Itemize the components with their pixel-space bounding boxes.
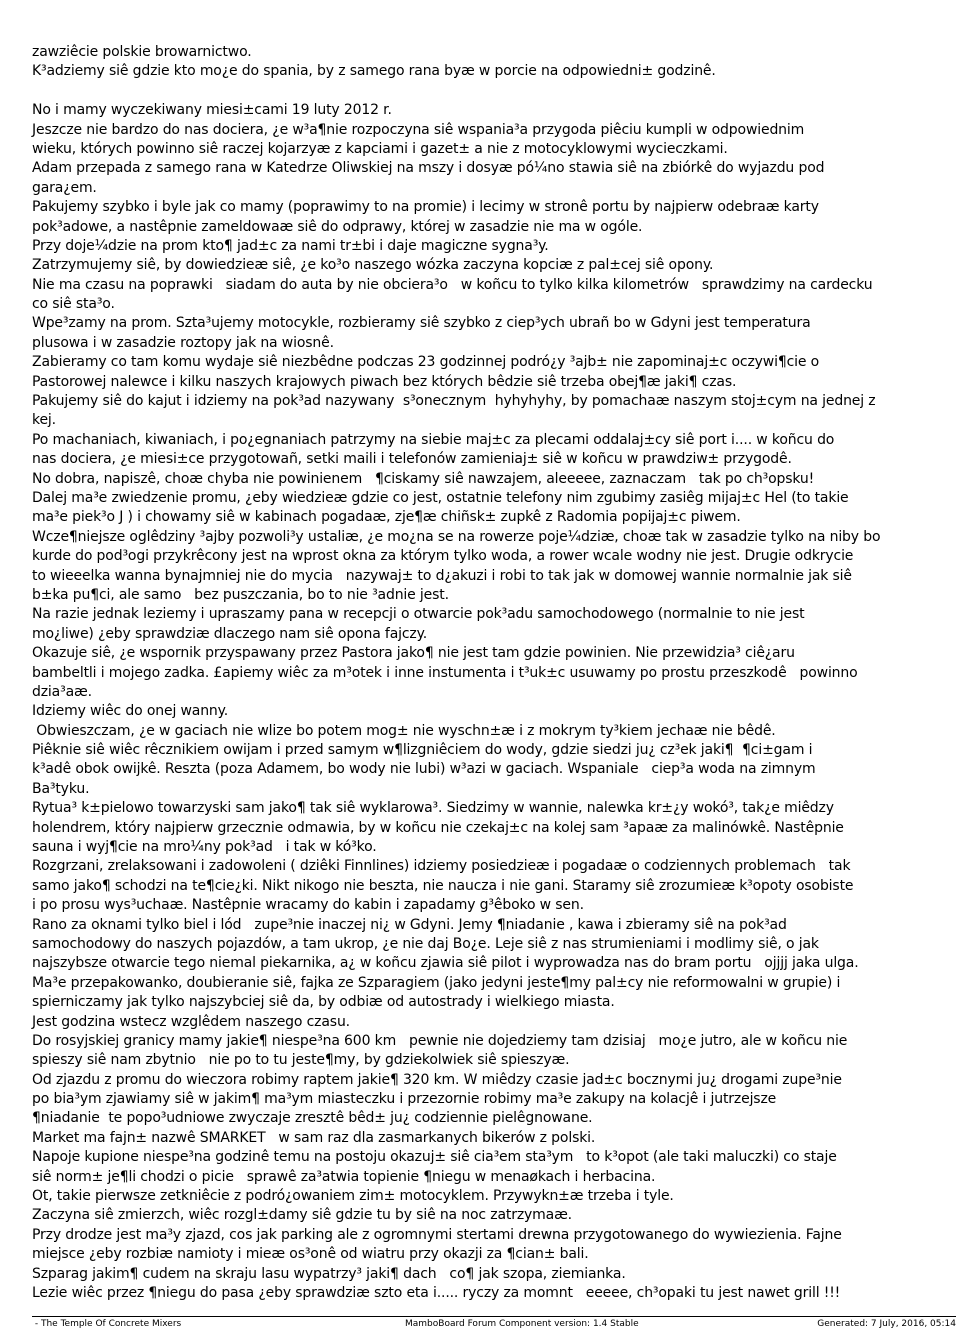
text-line: spieszy siê nam zbytnio nie po to tu jeste¶my, by gdziekolwiek siê spieszyæ. (32, 1052, 570, 1069)
text-line: Na razie jednak leziemy i upraszamy pana w recepcji o otwarcie pok³adu samochodowego (normalnie to nie jest (32, 606, 805, 623)
text-line: b±ka pu¶ci, ale samo bez puszczania, bo to nie ³adnie jest. (32, 586, 449, 603)
footer-divider (32, 1316, 956, 1317)
text-line: co siê sta³o. (32, 296, 115, 313)
paragraph (32, 43, 958, 82)
text-line: Szparag jakim¶ cudem na skraju lasu wypatrzy³ jaki¶ dach co¶ jak szopa, ziemianka. (32, 1265, 626, 1282)
paragraph (32, 314, 958, 353)
paragraph-spacer (32, 82, 958, 101)
text-line: Przy drodze jest ma³y zjazd, cos jak parking ale z ogromnymi stertami drewna przygotowanego do wywiezienia. Fajne (32, 1226, 842, 1243)
text-line: Market ma fajn± nazwê SMARKET w sam raz dla zasmarkanych bikerów z polski. (32, 1129, 596, 1146)
text-line: Przy doje¼dzie na prom kto¶ jad±c za nami tr±bi i daje magiczne sygna³y. (32, 237, 549, 254)
text-line: Wcze¶niejsze oglêdziny ³ajby pozwoli³y ustaliæ, ¿e mo¿na se na rowerze poje¼dziæ, choæ tak w zasadzie tylko na niby bo (32, 528, 881, 545)
paragraph (32, 353, 958, 392)
text-line: Napoje kupione niespe³na godzinê temu na postoju okazuj± siê cia³em sta³ym to k³opot (ale taki maluczki) co staje (32, 1149, 837, 1166)
text-line: Adam przepada z samego rana w Katedrze Oliwskiej na mszy i dosyæ pó¼no stawia siê na zbiórkê do wyjazdu pod (32, 160, 825, 177)
paragraph (32, 1148, 958, 1187)
text-line: Rano za oknami tylko biel i lód zupe³nie inaczej ni¿ w Gdyni. Jemy ¶niadanie , kawa i zbieramy siê na pok³ad (32, 916, 787, 933)
text-line: Idziemy wiêc do onej wanny. (32, 703, 229, 720)
document-body (32, 43, 958, 1303)
paragraph (32, 722, 958, 741)
text-line: Wpe³zamy na prom. Szta³ujemy motocykle, rozbieramy siê szybko z ciep³ych ubrañ bo w Gdyni jest temperatura (32, 315, 811, 332)
paragraph (32, 1265, 958, 1284)
footer-generated-date: Generated: 7 July, 2016, 05:14 (817, 1319, 956, 1329)
text-line: Pakujemy szybko i byle jak co mamy (poprawimy to na promie) i lecimy w stronê portu by najpierw odebraæ karty (32, 199, 819, 216)
paragraph (32, 470, 958, 489)
text-line: Rytua³ k±pielowo towarzyski sam jako¶ tak siê wyklarowa³. Siedzimy w wannie, nalewka kr±¿y wokó³, tak¿e miêdzy (32, 800, 834, 817)
paragraph (32, 101, 958, 159)
text-line: Pakujemy siê do kajut i idziemy na pok³ad nazywany s³onecznym hyhyhyhy, by pomachaæ naszym stoj±cym na jednej z (32, 393, 876, 410)
text-line: No dobra, napiszê, choæ chyba nie powinienem ¶ciskamy siê nawzajem, aleeeee, zaznaczam tak po ch³opsku! (32, 470, 815, 487)
text-line: samochodowy do naszych pojazdów, a tam ukrop, ¿e nie daj Bo¿e. Leje siê z nas strumieniami i modlimy siê, o jak (32, 935, 819, 952)
paragraph (32, 528, 958, 606)
text-line: najszybsze otwarcie tego niemal piekarnika, a¿ w koñcu zjawia siê pilot i wyprowadza nas do bram portu ojjjj jaka ulga. (32, 955, 859, 972)
paragraph (32, 1129, 958, 1148)
text-line: holendrem, który najpierw grzecznie odmawia, by w koñcu nie czekaj±c na kolej sam ³apaæ za malinówkê. Nastêpnie (32, 819, 844, 836)
text-line: Zatrzymujemy siê, by dowiedzieæ siê, ¿e ko³o naszego wózka zaczyna kopciæ z pal±cej siê opony. (32, 257, 714, 274)
text-line: spierniczamy jak tylko najszybciej siê da, by odbiæ od autostrady i wielkiego miasta. (32, 994, 615, 1011)
text-line: Do rosyjskiej granicy mamy jakie¶ niespe³na 600 km pewnie nie dojedziemy tam dzisiaj mo¿e jutro, ale w koñcu nie (32, 1032, 848, 1049)
text-line: pok³adowe, a nastêpnie zameldowaæ siê do odprawy, której w zasadzie nie ma w ogóle. (32, 218, 643, 235)
text-line: Dalej ma³e zwiedzenie promu, ¿eby wiedzieæ gdzie co jest, ostatnie telefony nim zgubimy zasiêg mijaj±c Hel (to takie (32, 489, 849, 506)
text-line: dzia³aæ. (32, 683, 92, 700)
paragraph (32, 741, 958, 799)
text-line: i po prosu wys³uchaæ. Nastêpnie wracamy do kabin i zapadamy g³êboko w sen. (32, 897, 584, 914)
text-line: nas dociera, ¿e miesi±ce przygotowañ, setki maili i telefonów zamieniaj± siê w koñcu w prawdziw± przygodê. (32, 451, 792, 468)
page-footer (32, 1318, 956, 1330)
footer-site-name: - The Temple Of Concrete Mixers (32, 1319, 182, 1329)
text-line: zawziêcie polskie browarnictwo. (32, 44, 252, 60)
text-line: Obwieszczam, ¿e w gaciach nie wlize bo potem mog± nie wyschn±æ i z mokrym ty³kiem jechaæ nie bêdê. (32, 722, 776, 739)
text-line: to wieeelka wanna bynajmniej nie do mycia nazywaj± to d¿akuzi i robi to tak jak w domowej wannie normalnie jak siê (32, 567, 852, 584)
text-line: Piêknie siê wiêc rêcznikiem owijam i przed samym w¶lizgniêciem do wody, gdzie siedzi ju¿ cz³ek jaki¶ ¶ci±gam i (32, 742, 813, 759)
text-line: No i mamy wyczekiwany miesi±cami 19 luty 2012 r. (32, 102, 392, 119)
paragraph (32, 431, 958, 470)
text-line: gara¿em. (32, 179, 97, 196)
paragraph (32, 237, 958, 256)
paragraph (32, 392, 958, 431)
text-line: Ba³tyku. (32, 780, 90, 797)
text-line: miejsce ¿eby rozbiæ namioty i mieæ os³onê od wiatru przy okazji za ¶cian± bali. (32, 1246, 589, 1263)
text-line: Okazuje siê, ¿e wspornik przyspawany przez Pastora jako¶ nie jest tam gdzie powinien. Nie przewidzia³ ciê¿aru (32, 645, 795, 662)
text-line: kej. (32, 412, 56, 429)
text-line: Po machaniach, kiwaniach, i po¿egnaniach patrzymy na siebie maj±c za plecami oddalaj±cy siê port i.... w koñcu do (32, 431, 835, 448)
text-line: k³adê obok owijkê. Reszta (poza Adamem, bo wody nie lubi) w³azi w gaciach. Wspaniale ciep³a woda na zimnym (32, 761, 816, 778)
text-line: plusowa i w zasadzie roztopy jak na wiosnê. (32, 334, 334, 351)
text-line: wieku, których powinno siê raczej kojarzyæ z kapciami i gazet± a nie z motocyklowymi wycieczkami. (32, 140, 728, 157)
text-line: Zaczyna siê zmierzch, wiêc rozgl±damy siê gdzie tu by siê na noc zatrzymaæ. (32, 1207, 572, 1224)
paragraph (32, 644, 958, 702)
paragraph (32, 198, 958, 237)
text-line: ¶niadanie te popo³udniowe zwyczaje zresztê bêd± ju¿ codziennie pielêgnowane. (32, 1110, 593, 1127)
paragraph (32, 1071, 958, 1129)
text-line: Lezie wiêc przez ¶niegu do pasa ¿eby sprawdziæ szto eta i..... ryczy za momnt eeeee, ch³opaki tu jest nawet grill !!! (32, 1285, 841, 1301)
paragraph (32, 857, 958, 915)
paragraph (32, 1226, 958, 1265)
text-line: po bia³ym zjawiamy siê w jakim¶ ma³ym miasteczku i przezornie robimy ma³e zakupy na kolacjê i jutrzejsze (32, 1091, 777, 1108)
text-line: Od zjazdu z promu do wieczora robimy raptem jakie¶ 320 km. W miêdzy czasie jad±c bocznymi ju¿ drogami zupe³nie (32, 1071, 842, 1088)
text-line: Ot, takie pierwsze zetkniêcie z podró¿owaniem zim± motocyklem. Przywykn±æ trzeba i tyle. (32, 1188, 674, 1205)
text-line: sauna i wyj¶cie na mro¼ny pok³ad i tak w kó³ko. (32, 839, 377, 856)
text-line: samo jako¶ schodzi na te¶cie¿ki. Nikt nikogo nie beszta, nie naucza i nie gani. Staramy siê zrozumieæ k³opoty osobiste (32, 877, 854, 894)
paragraph (32, 489, 958, 528)
paragraph (32, 276, 958, 315)
text-line: mo¿liwe) ¿eby sprawdziæ dlaczego nam siê opona fajczy. (32, 625, 428, 642)
paragraph (32, 1032, 958, 1071)
paragraph (32, 256, 958, 275)
text-line: Rozgrzani, zrelaksowani i zadowoleni ( dziêki Finnlines) idziemy posiedzieæ i pogadaæ o codziennych problemach tak (32, 858, 851, 875)
text-line: Ma³e przepakowanko, doubieranie siê, fajka ze Szparagiem (jako jedyni jeste¶my pal±cy nie reformowalni w grupie) i (32, 974, 841, 991)
paragraph (32, 916, 958, 974)
paragraph (32, 605, 958, 644)
text-line: bambeltli i mojego zadka. £apiemy wiêc za m³otek i inne instumenta i t³uk±c usuwamy po prostu przeszkodê powinno (32, 664, 858, 681)
text-line: Jest godzina wstecz wzglêdem naszego czasu. (32, 1013, 350, 1030)
text-line: ma³e piek³o J ) i chowamy siê w kabinach pogadaæ, zje¶æ chiñsk± zupkê z Radomia popijaj±c piwem. (32, 509, 741, 526)
paragraph (32, 1206, 958, 1225)
text-line: Pastorowej nalewce i kilku naszych krajowych piwach bez których bêdzie siê trzeba obej¶æ jaki¶ czas. (32, 373, 737, 390)
paragraph (32, 1013, 958, 1032)
text-line: K³adziemy siê gdzie kto mo¿e do spania, by z samego rana byæ w porcie na odpowiedni± godzinê. (32, 63, 716, 80)
paragraph (32, 974, 958, 1013)
footer-component-version: MamboBoard Forum Component version: 1.4 Stable (405, 1319, 639, 1329)
paragraph (32, 159, 958, 198)
paragraph (32, 799, 958, 857)
text-line: kurde do pod³ogi przykrêcony jest na wprost okna za którym tylko woda, a rower wcale wodny nie jest. Drugie odkrycie (32, 548, 854, 565)
text-line: Jeszcze nie bardzo do nas dociera, ¿e w³a¶nie rozpoczyna siê wspania³a przygoda piêciu kumpli w odpowiednim (32, 121, 805, 138)
text-line: Nie ma czasu na poprawki siadam do auta by nie obciera³o w koñcu to tylko kilka kilometrów sprawdzimy na cardecku (32, 276, 873, 293)
paragraph (32, 702, 958, 721)
text-line: Zabieramy co tam komu wydaje siê niezbêdne podczas 23 godzinnej podró¿y ³ajb± nie zapominaj±c oczywi¶cie o (32, 354, 820, 371)
paragraph (32, 1187, 958, 1206)
paragraph (32, 1284, 958, 1303)
text-line: siê norm± je¶li chodzi o picie sprawê za³atwia topienie ¶niegu w menaøkach i herbacina. (32, 1168, 656, 1185)
